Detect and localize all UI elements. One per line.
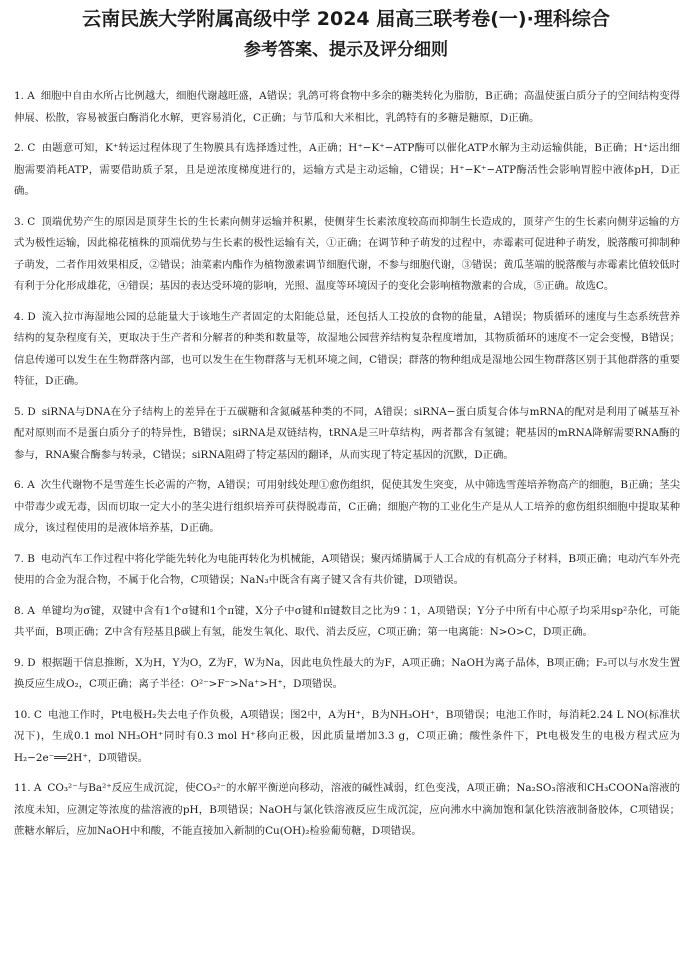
- answer-item-11: [14, 778, 680, 843]
- answer-item-9: [14, 653, 680, 696]
- answer-text: 电池工作时，Pt电极H₂失去电子作负极，A项错误；图2中，A为H⁺，B为NH₃OH⁺，B项错误；电池工作时，每消耗2.24 L NO(标准状况下)，生成0.1 mol NH₃OH⁺同时有0.3 mol H⁺移向正极，因此质量增加3.3 g，C项正确；酸性条件下，Pt电极发生的电极方程式应为H₂−2e⁻══2H⁺，D项错误。: [14, 708, 681, 764]
- answer-item-4: [14, 307, 680, 393]
- answer-list: [14, 86, 680, 843]
- answer-text: siRNA与DNA在分子结构上的差异在于五碳糖和含氮碱基种类的不同，A错误；siRNA−蛋白质复合体与mRNA的配对是利用了碱基互补配对原则而不是蛋白质分子的特异性，B错误；siRNA是双链结构，tRNA是三叶草结构，两者都含有氢键；靶基因的mRNA降解需要RNA酶的参与，RNA聚合酶参与转录，C错误；siRNA阻碍了特定基因的翻译，从而实现了特定基因的沉默，D正确。: [14, 405, 680, 461]
- answer-number: 7. B: [14, 552, 35, 565]
- document-title: 云南民族大学附属高级中学 2024 届高三联考卷(一)·理科综合: [82, 8, 610, 30]
- answer-item-2: [14, 138, 680, 203]
- answer-number: 4. D: [14, 310, 36, 323]
- answer-number: 6. A: [14, 479, 35, 491]
- answer-text: 电动汽车工作过程中将化学能先转化为电能再转化为机械能，A项错误；聚丙烯腈属于人工合成的有机高分子材料，B项正确；电动汽车外壳使用的合金为混合物，不属于化合物，C项错误；NaN₃中既含有离子键又含有共价键，D项错误。: [14, 552, 680, 586]
- answer-text: 细胞中自由水所占比例越大，细胞代谢越旺盛，A错误；乳鸽可将食物中多余的糖类转化为脂肪，B正确；高温使蛋白质分子的空间结构变得伸展、松散，容易被蛋白酶消化水解，更容易消化，C正确；与节瓜和大米相比，乳鸽特有的多糖是糖原，D正确。: [14, 90, 680, 124]
- answer-number: 5. D: [14, 405, 36, 418]
- answer-text: 流入拉市海湿地公园的总能量大于该地生产者固定的太阳能总量，还包括人工投放的食物的能量，A错误；物质循环的速度与生态系统营养结构的复杂程度有关，更取决于生产者和分解者的种类和数量等，故湿地公园营养结构复杂程度增加，其物质循环的速度不一定会变慢，B错误；信息传递可以发生在生物群落内部，也可以发生在生物群落与无机环境之间，C错误；群落的物种组成是湿地公园生物群落区别于其他群落的重要特征，D正确。: [14, 310, 680, 387]
- answer-text: 次生代谢物不是雪莲生长必需的产物，A错误；可用射线处理①愈伤组织，促使其发生突变，从中筛选雪莲培养物高产的细胞，B正确；茎尖中带毒少或无毒，因而切取一定大小的茎尖进行组织培养可获得脱毒苗，C正确；细胞产物的工业化生产是从人工培养的愈伤组织细胞中提取某种成分，该过程使用的是液体培养基，D正确。: [14, 479, 680, 534]
- answer-text: 根据题干信息推断，X为H，Y为O，Z为F，W为Na，因此电负性最大的为F，A项正确；NaOH为离子晶体，B项正确；F₂可以与水发生置换反应生成O₂，C项正确；离子半径：O²⁻>F⁻>Na⁺>H⁺，D项错误。: [14, 656, 680, 690]
- answer-item-6: [14, 475, 680, 540]
- answer-text: 顶端优势产生的原因是顶芽生长的生长素向侧芽运输并积累，使侧芽生长素浓度较高而抑制生长造成的，顶芽产生的生长素向侧芽运输的方式为极性运输，因此棉花植株的顶端优势与生长素的极性运输有关，①正确；在调节种子萌发的过程中，赤霉素可促进种子萌发，脱落酸可抑制种子萌发，二者作用效果相反，②错误；油菜素内酯作为植物激素调节细胞代谢，不参与细胞代谢，③错误；黄瓜茎端的脱落酸与赤霉素比值较低时有利于分化形成雄花，④错误；基因的表达受环境的影响，光照、温度等环境因子的变化会影响植物激素的合成，⑤正确。故选C。: [14, 215, 680, 292]
- answer-number: 11. A: [14, 782, 42, 794]
- answer-item-8: [14, 601, 680, 644]
- answer-item-3: [14, 212, 680, 298]
- answer-number: 10. C: [14, 708, 42, 721]
- answer-number: 1. A: [14, 90, 35, 102]
- answer-number: 9. D: [14, 656, 36, 669]
- answer-number: 8. A: [14, 604, 35, 617]
- document-subtitle: 参考答案、提示及评分细则: [244, 40, 448, 60]
- answer-text: 由题意可知，K⁺转运过程体现了生物膜具有选择透过性，A正确；H⁺−K⁺−ATP酶可以催化ATP水解为主动运输供能，B正确；H⁺运出细胞需要消耗ATP，需要借助质子泵，且是逆浓度梯度进行的，运输方式是主动运输，C错误；H⁺−K⁺−ATP酶活性会影响胃腔中液体pH，D正确。: [14, 142, 680, 197]
- answer-number: 2. C: [14, 142, 36, 154]
- answer-item-10: [14, 705, 680, 770]
- answer-number: 3. C: [14, 215, 36, 228]
- answer-item-1: [14, 86, 680, 129]
- answer-item-5: [14, 402, 680, 467]
- answer-text: CO₃²⁻与Ba²⁺反应生成沉淀，使CO₃²⁻的水解平衡逆向移动，溶液的碱性减弱，红色变浅，A项正确；Na₂SO₃溶液和CH₃COONa溶液的浓度未知，应测定等浓度的盐溶液的pH，B项错误；NaOH与氯化铁溶液反应生成沉淀，应向沸水中滴加饱和氯化铁溶液制备胶体，C项错误；蔗糖水解后，应加NaOH中和酸，不能直接加入新制的Cu(OH)₂检验葡萄糖，D项错误。: [14, 782, 680, 837]
- answer-item-7: [14, 549, 680, 592]
- answer-text: 单键均为σ键，双键中含有1个σ键和1个π键，X分子中σ键和π键数目之比为9∶1，A项错误；Y分子中所有中心原子均采用sp²杂化，可能共平面，B项正确；Z中含有羟基且β碳上有氢，能发生氧化、取代、消去反应，C项正确；第一电离能：N>O>C，D项正确。: [14, 604, 680, 638]
